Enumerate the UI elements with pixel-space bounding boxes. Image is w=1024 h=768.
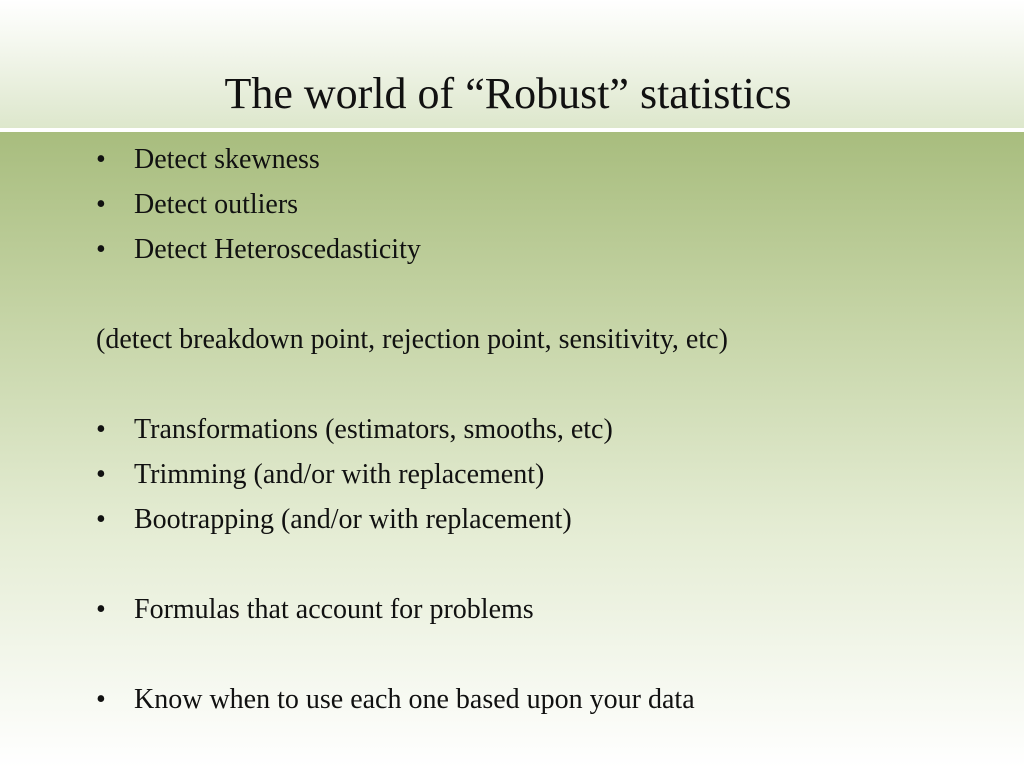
bullet-icon: • [96, 504, 106, 535]
bullet-text: Detect Heteroscedasticity [134, 234, 421, 265]
bullet-icon: • [96, 414, 106, 445]
bullet-item [96, 227, 976, 272]
bullet-item [96, 452, 976, 497]
plain-text-line [96, 317, 976, 362]
paragraph-text: (detect breakdown point, rejection point, sensitivity, etc) [96, 324, 728, 355]
bullet-icon: • [96, 459, 106, 490]
spacer [96, 362, 976, 407]
bullet-icon: • [96, 144, 106, 175]
bullet-text: Bootrapping (and/or with replacement) [134, 504, 572, 535]
bullet-item [96, 182, 976, 227]
bullet-text: Detect skewness [134, 144, 320, 175]
bullet-item [96, 407, 976, 452]
bullet-text: Know when to use each one based upon your data [134, 684, 695, 715]
bullet-text: Formulas that account for problems [134, 594, 534, 625]
bullet-item [96, 587, 976, 632]
bullet-text: Detect outliers [134, 189, 299, 220]
bullet-icon: • [96, 234, 106, 265]
bullet-item [96, 677, 976, 722]
spacer [96, 632, 976, 677]
slide-content [96, 137, 976, 722]
spacer [96, 542, 976, 587]
bullet-text: Trimming (and/or with replacement) [134, 459, 545, 490]
bullet-icon: • [96, 189, 106, 220]
bullet-icon: • [96, 594, 106, 625]
bullet-text: Transformations (estimators, smooths, etc) [134, 414, 613, 445]
bullet-item [96, 137, 976, 182]
slide-title: The world of “Robust” statistics [224, 69, 792, 118]
bullet-item [96, 497, 976, 542]
spacer [96, 272, 976, 317]
bullet-icon: • [96, 684, 106, 715]
